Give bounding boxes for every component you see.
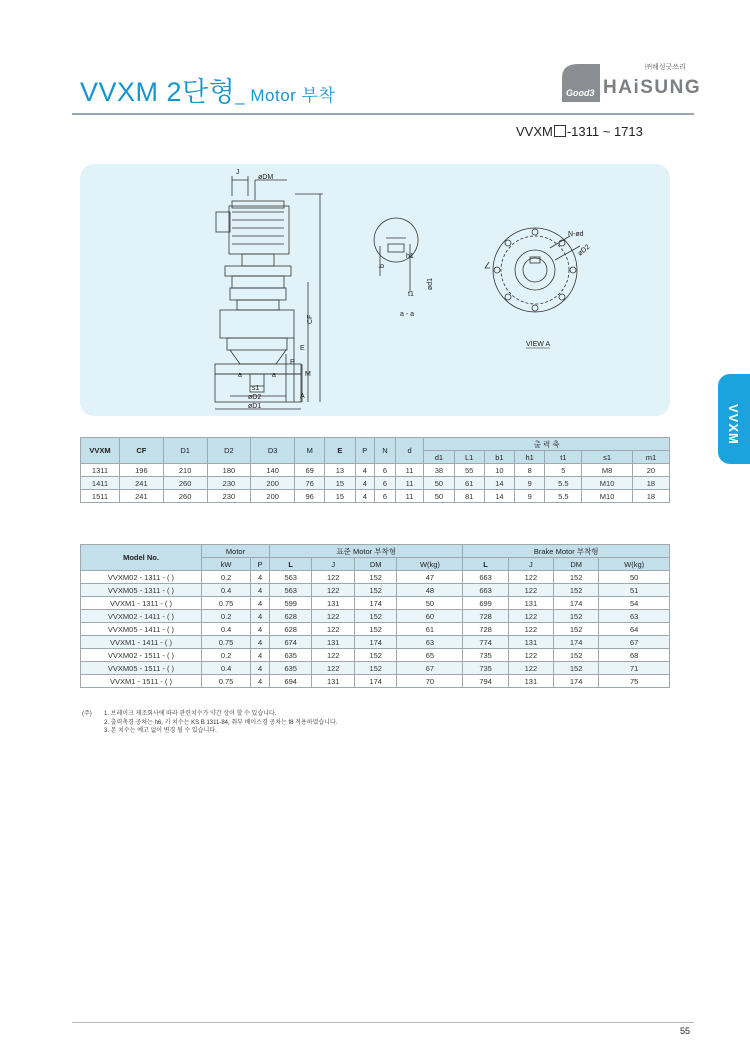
drawing-label-e: E [300,345,305,352]
group-motor: Motor [202,545,270,558]
drawing-label-d2-flange: øD2 [576,243,592,258]
table-cell: VVXM05 - 1311 - ( ) [81,584,202,597]
col-l-standard: L [269,558,311,571]
table-cell: 13 [325,464,355,477]
table-cell: 6 [375,490,396,503]
col-model-no: Model No. [81,545,202,571]
col-kw: kW [202,558,251,571]
table-cell: 50 [599,571,670,584]
table-cell: 260 [163,490,207,503]
drawing-label-section-aa: a - a [400,311,415,318]
table-row [81,571,670,584]
table-cell: 15 [325,477,355,490]
table-row [81,584,670,597]
drawing-label-d1-shaft: ød1 [427,277,434,290]
table-cell: 131 [312,636,354,649]
table-cell: 64 [599,623,670,636]
table-row [81,464,670,477]
footer-divider [72,1022,694,1023]
table-cell: 694 [269,675,311,688]
col-t1: t1 [545,451,582,464]
table-cell: 131 [508,675,553,688]
table-row [81,636,670,649]
col-n: N [375,438,396,464]
table-cell: 122 [508,571,553,584]
section-side-tab: VVXM [718,374,750,464]
table-row [81,610,670,623]
table-cell: 152 [354,649,396,662]
table-cell: 200 [251,477,295,490]
dimensions-table [80,437,670,503]
table-cell: 50 [424,477,454,490]
group-standard-motor: 표준 Motor 부착형 [269,545,462,558]
col-h1: h1 [515,451,545,464]
table-cell: 122 [312,662,354,675]
table-cell: 152 [354,584,396,597]
table-cell: 1511 [81,490,120,503]
table-cell: VVXM02 - 1411 - ( ) [81,610,202,623]
drawing-label-a-right: a [272,372,276,379]
series-range: VVXM -1311 ~ 1713 [516,124,643,139]
col-cf: CF [120,438,164,464]
table-cell: 230 [207,477,251,490]
page-number: 55 [680,1026,691,1036]
col-l1: L1 [454,451,484,464]
table-cell: 4 [251,662,270,675]
table-cell: 0.2 [202,571,251,584]
table-cell: 9 [515,490,545,503]
col-d3: D3 [251,438,295,464]
table-cell: 152 [554,623,599,636]
col-p: P [355,438,374,464]
table-cell: M8 [582,464,633,477]
table-cell: 152 [554,571,599,584]
table-cell: 65 [397,649,463,662]
table-cell: 4 [251,675,270,688]
col-m1: m1 [632,451,669,464]
table-cell: 635 [269,662,311,675]
table-cell: 4 [251,571,270,584]
table-cell: 67 [599,636,670,649]
table-cell: VVXM1 - 1511 - ( ) [81,675,202,688]
footnote-item: 3. 본 치수는 예고 없이 변경 될 수 있습니다. [104,728,217,734]
logo-good3: Good3 [566,88,595,98]
table-cell: 70 [397,675,463,688]
table-cell: 200 [251,490,295,503]
table-cell: 55 [454,464,484,477]
table-cell: 794 [463,675,508,688]
table-cell: 663 [463,571,508,584]
table-cell: 152 [554,610,599,623]
col-e: E [325,438,355,464]
footnote-label: (주) [82,711,92,717]
drawing-label-t1: t1 [408,291,414,298]
table-row [81,662,670,675]
table-cell: 4 [251,597,270,610]
table-cell: 563 [269,571,311,584]
table-cell: 0.4 [202,584,251,597]
table-cell: 131 [312,675,354,688]
title-divider [72,113,694,115]
drawing-label-b: b [379,264,386,268]
table-cell: 4 [251,623,270,636]
col-j-standard: J [312,558,354,571]
page-title-sub: _ Motor 부착 [235,86,336,105]
table-cell: 241 [120,477,164,490]
table-row [81,623,670,636]
table-cell: 5 [545,464,582,477]
table-cell: 122 [312,584,354,597]
col-d1-shaft: d1 [424,451,454,464]
drawing-label-dm: øDM [258,174,274,181]
table-cell: 0.75 [202,597,251,610]
table-cell: 152 [354,571,396,584]
table-cell: 131 [508,636,553,649]
table-cell: 635 [269,649,311,662]
table-cell: 122 [312,649,354,662]
table-cell: 260 [163,477,207,490]
table-cell: 0.2 [202,610,251,623]
drawing-label-j: J [236,169,240,176]
table-cell: 11 [395,490,423,503]
table-cell: 38 [424,464,454,477]
table-cell: 0.75 [202,675,251,688]
table-cell: 4 [251,584,270,597]
table-cell: VVXM1 - 1311 - ( ) [81,597,202,610]
table-cell: VVXM02 - 1511 - ( ) [81,649,202,662]
col-dm-standard: DM [354,558,396,571]
table-cell: 14 [484,490,514,503]
table-cell: 1311 [81,464,120,477]
table-cell: 18 [632,477,669,490]
table-cell: 152 [354,623,396,636]
footnote-item: 2. 출력축경 공차는 h6, 키 치수는 KS B 1311-84, 취부 베이스경 공차는 f8 적용하였습니다. [104,719,338,726]
col-w-standard: W(kg) [397,558,463,571]
table-cell: 699 [463,597,508,610]
dimension-drawing-panel [80,164,670,416]
table-cell: 10 [484,464,514,477]
table-row [81,490,670,503]
table-cell: 628 [269,610,311,623]
logo-company-name: ㈜해성굿쓰리 [645,64,686,71]
table-cell: 14 [484,477,514,490]
drawing-label-cf: CF [307,314,314,324]
drawing-label-m: M [305,371,311,378]
table-cell: 96 [295,490,325,503]
table-cell: 674 [269,636,311,649]
table-cell: 4 [355,477,374,490]
table-cell: 735 [463,649,508,662]
table-cell: 4 [355,490,374,503]
table-cell: 174 [354,675,396,688]
footnote-item: 1. 브레이크 제조회사에 따라 관련치수가 약간 상이 할 수 있습니다. [104,711,277,717]
table-cell: 180 [207,464,251,477]
table-cell: 735 [463,662,508,675]
group-output-shaft: 출 력 축 [424,438,670,451]
table-cell: 122 [312,571,354,584]
table-cell: 174 [554,675,599,688]
table-cell: 6 [375,464,396,477]
col-dm-brake: DM [554,558,599,571]
table-cell: 152 [354,610,396,623]
table-cell: 5.5 [545,477,582,490]
col-p: P [251,558,270,571]
table-cell: 61 [454,477,484,490]
table-row [81,477,670,490]
gear-motor-drawing [80,164,670,416]
table-cell: 71 [599,662,670,675]
dimensions-table-body [81,464,670,503]
table-cell: 152 [354,662,396,675]
page-title [80,70,335,109]
table-cell: 122 [508,610,553,623]
col-d1: D1 [163,438,207,464]
table-cell: 11 [395,464,423,477]
table-cell: 241 [120,490,164,503]
col-m: M [295,438,325,464]
table-cell: 50 [397,597,463,610]
col-vvxm: VVXM [81,438,120,464]
table-cell: 174 [554,597,599,610]
table-cell: 4 [251,610,270,623]
table-cell: 131 [312,597,354,610]
series-placeholder-box [554,125,566,137]
table-cell: 50 [424,490,454,503]
table-cell: 152 [554,649,599,662]
table-cell: 122 [508,649,553,662]
table-cell: 4 [355,464,374,477]
drawing-label-h1: h1 [406,253,414,260]
table-cell: 0.75 [202,636,251,649]
drawing-label-view-arrow: A [300,393,305,400]
table-cell: 69 [295,464,325,477]
table-cell: 599 [269,597,311,610]
table-cell: 122 [312,623,354,636]
table-cell: 4 [251,649,270,662]
col-d2: D2 [207,438,251,464]
table-cell: 63 [397,636,463,649]
table-cell: 152 [554,584,599,597]
table-cell: 728 [463,623,508,636]
table-cell: 47 [397,571,463,584]
model-table-body [81,571,670,688]
col-w-brake: W(kg) [599,558,670,571]
table-cell: 63 [599,610,670,623]
table-cell: 210 [163,464,207,477]
table-cell: 8 [515,464,545,477]
table-cell: 0.4 [202,623,251,636]
drawing-label-view-a: VIEW A [526,341,551,348]
col-l-brake: L [463,558,508,571]
table-cell: 48 [397,584,463,597]
group-brake-motor: Brake Motor 부착형 [463,545,670,558]
table-cell: VVXM05 - 1511 - ( ) [81,662,202,675]
col-d: d [395,438,423,464]
col-j-brake: J [508,558,553,571]
table-cell: 122 [312,610,354,623]
table-cell: 122 [508,662,553,675]
drawing-label-a-left: a [238,372,242,379]
table-cell: VVXM1 - 1411 - ( ) [81,636,202,649]
logo-brand-name: HAiSUNG [603,77,702,98]
table-cell: M10 [582,490,633,503]
table-cell: 6 [375,477,396,490]
table-row [81,597,670,610]
model-table [80,544,670,688]
table-cell: 76 [295,477,325,490]
table-cell: 774 [463,636,508,649]
drawing-label-p: P [290,359,295,366]
table-cell: 140 [251,464,295,477]
table-row [81,675,670,688]
page-title-main: VVXM 2단형 [80,77,236,107]
table-cell: 60 [397,610,463,623]
table-cell: 81 [454,490,484,503]
table-cell: 1411 [81,477,120,490]
table-cell: VVXM02 - 1311 - ( ) [81,571,202,584]
table-cell: 0.2 [202,649,251,662]
table-cell: 122 [508,623,553,636]
table-cell: 75 [599,675,670,688]
table-cell: M10 [582,477,633,490]
table-cell: 628 [269,623,311,636]
table-cell: 11 [395,477,423,490]
col-b1: b1 [484,451,514,464]
table-cell: 174 [554,636,599,649]
table-cell: 663 [463,584,508,597]
table-cell: 51 [599,584,670,597]
drawing-label-s1: s1 [252,385,260,392]
table-cell: 230 [207,490,251,503]
table-cell: VVXM05 - 1411 - ( ) [81,623,202,636]
table-cell: 54 [599,597,670,610]
table-cell: 0.4 [202,662,251,675]
drawing-label-n-d: N-ød [568,231,584,238]
table-row [81,649,670,662]
table-cell: 9 [515,477,545,490]
table-cell: 67 [397,662,463,675]
table-cell: 174 [354,597,396,610]
table-cell: 152 [554,662,599,675]
table-cell: 61 [397,623,463,636]
table-cell: 122 [508,584,553,597]
footnotes [82,710,337,736]
table-cell: 4 [251,636,270,649]
drawing-label-d2: øD2 [248,394,262,401]
table-cell: 15 [325,490,355,503]
table-cell: 563 [269,584,311,597]
table-cell: 5.5 [545,490,582,503]
table-cell: 196 [120,464,164,477]
table-cell: 18 [632,490,669,503]
table-cell: 728 [463,610,508,623]
table-cell: 20 [632,464,669,477]
drawing-label-d1: øD1 [248,403,262,410]
table-cell: 174 [354,636,396,649]
table-cell: 131 [508,597,553,610]
col-s1: s1 [582,451,633,464]
table-cell: 68 [599,649,670,662]
